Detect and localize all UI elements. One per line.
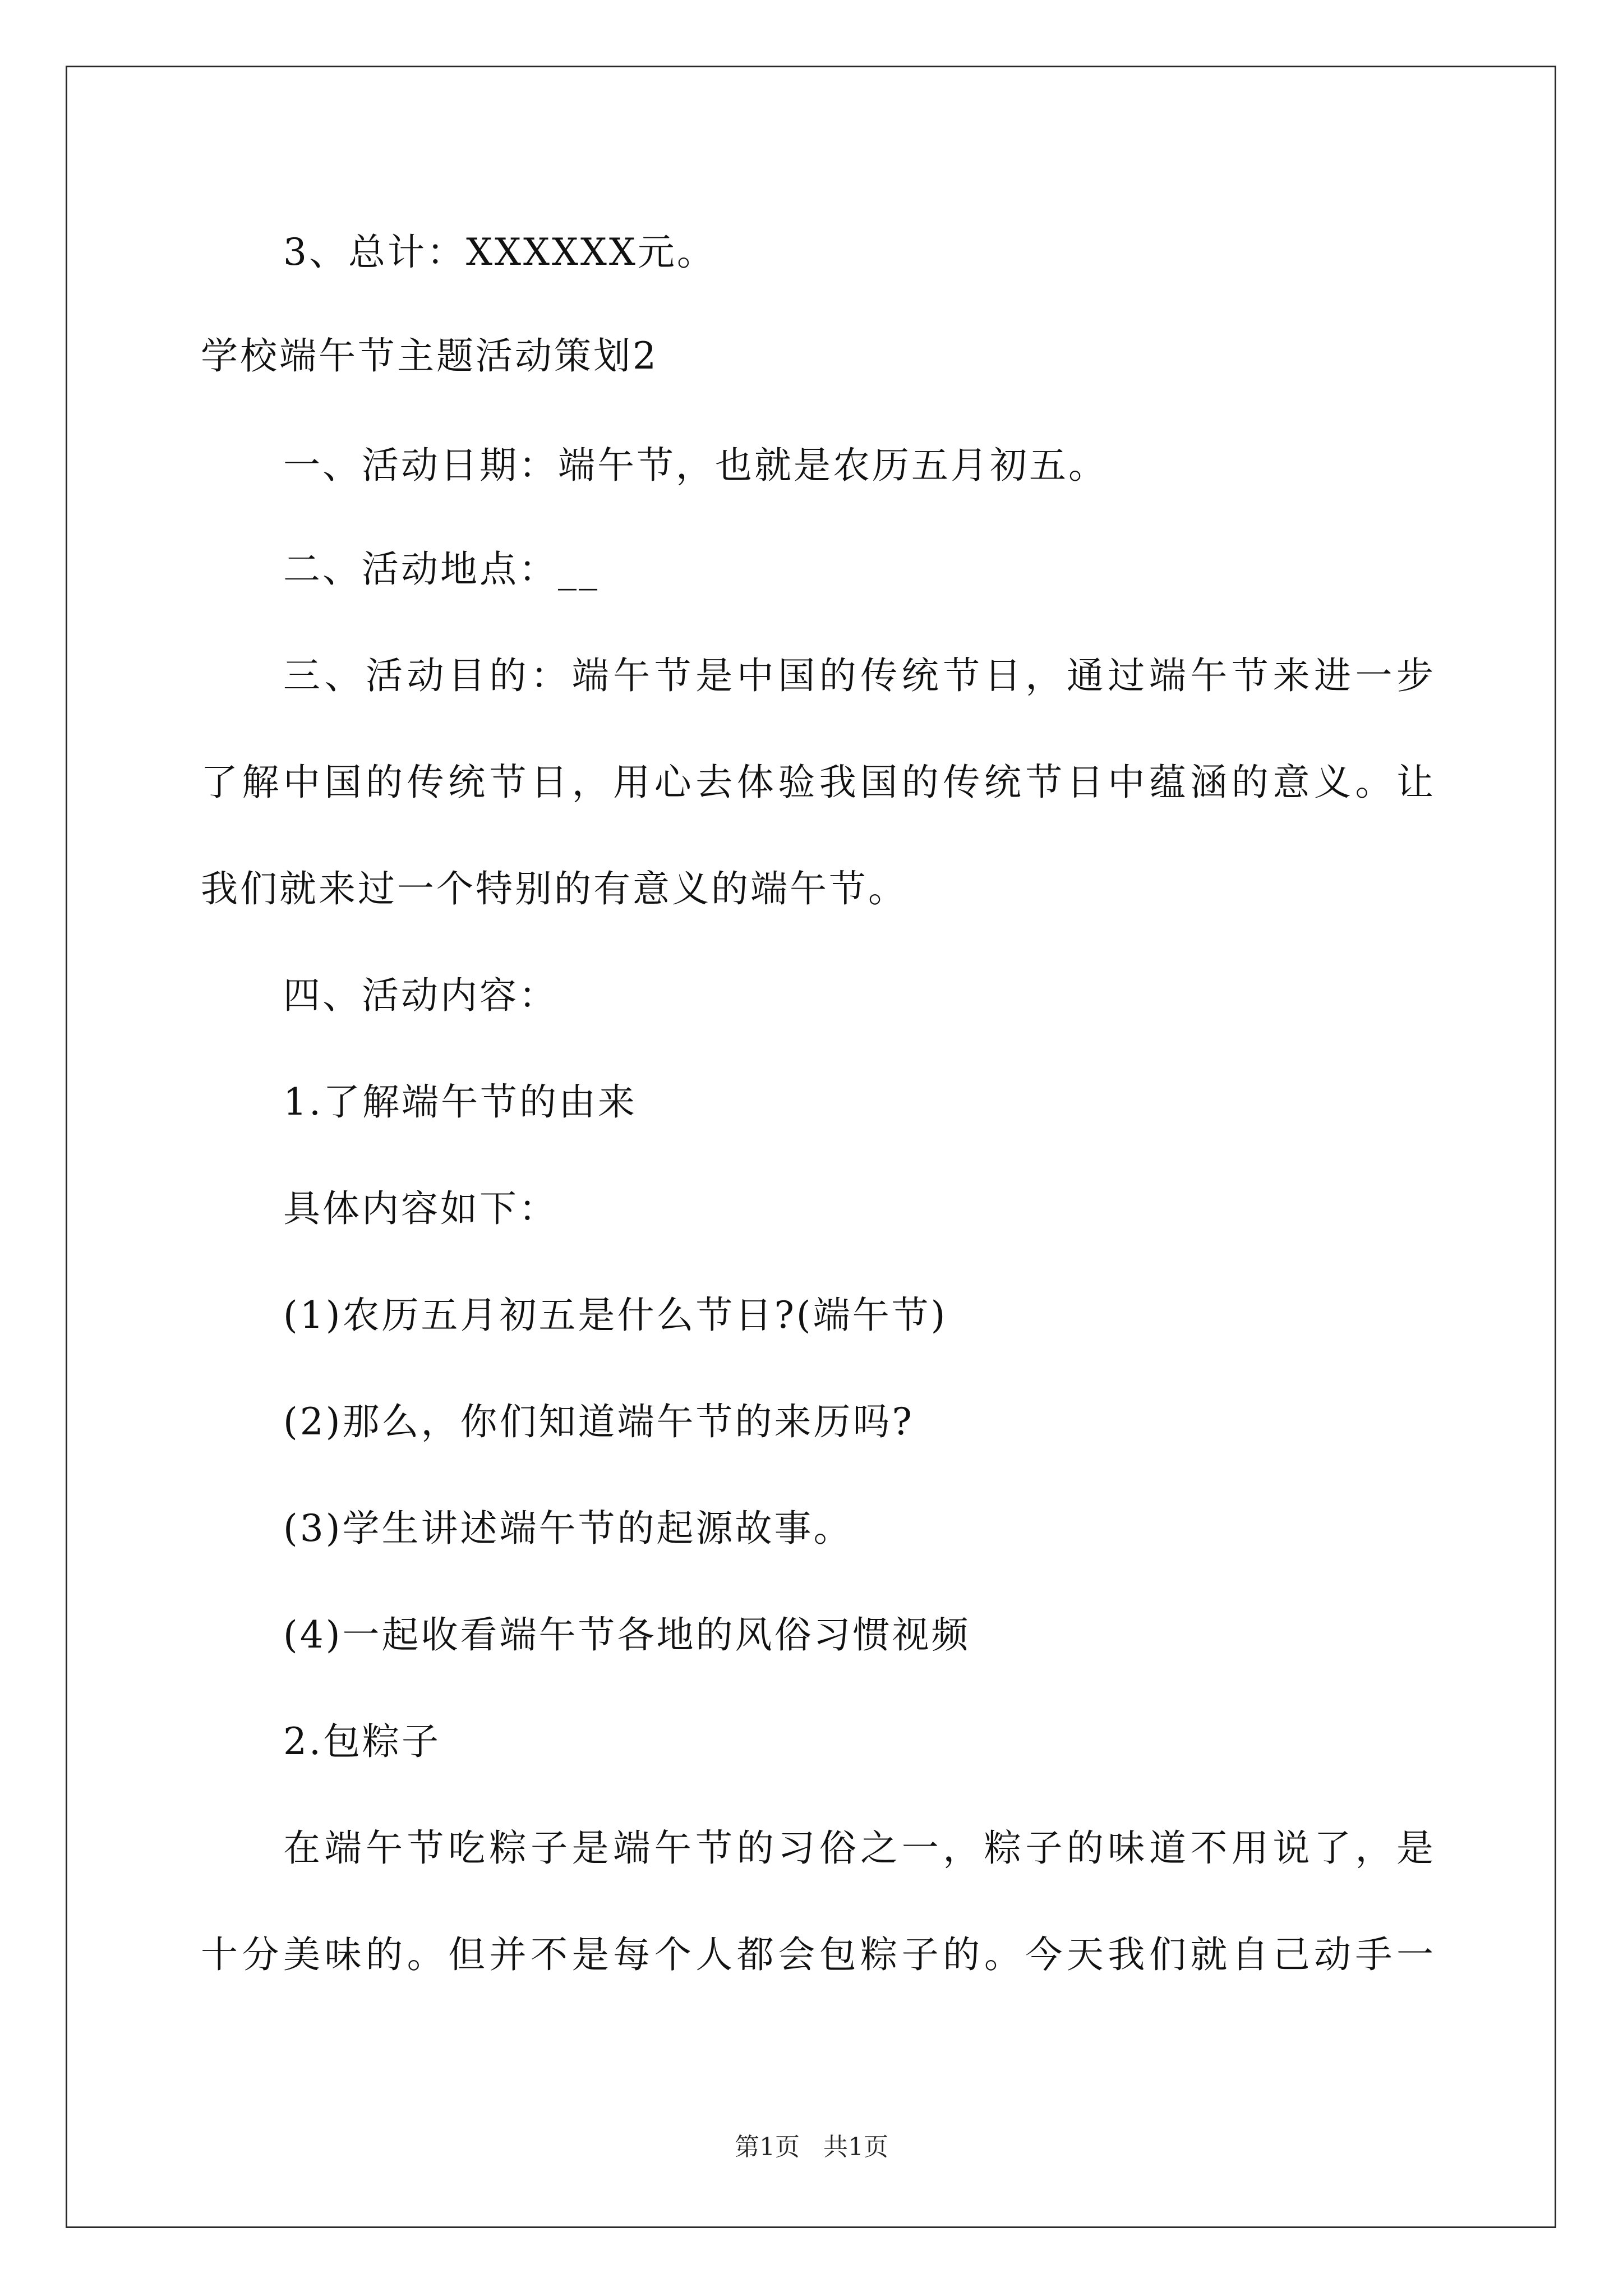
page-footer: 第1页 共1页 (735, 2133, 888, 2161)
question-1: (1)农历五月初五是什么节日?(端午节) (283, 1294, 948, 1337)
activity-purpose-line-1: 三、活动目的：端午节是中国的传统节日，通过端午节来进一步 (283, 654, 1435, 697)
activity-location: 二、活动地点：__ (283, 547, 600, 591)
zongzi-paragraph-line-1: 在端午节吃粽子是端午节的习俗之一，粽子的味道不用说了，是 (283, 1826, 1435, 1870)
details-intro: 具体内容如下： (283, 1187, 558, 1230)
item-2-heading: 2.包粽子 (283, 1720, 441, 1763)
activity-date: 一、活动日期：端午节，也就是农历五月初五。 (283, 444, 1108, 487)
question-4: (4)一起收看端午节各地的风俗习惯视频 (283, 1613, 971, 1657)
activity-content-heading: 四、活动内容： (283, 974, 558, 1017)
zongzi-paragraph-line-2: 十分美味的。但并不是每个人都会包粽子的。今天我们就自己动手一 (201, 1933, 1435, 1976)
total-line: 3、总计：XXXXXX元。 (283, 231, 716, 274)
activity-purpose-line-2: 了解中国的传统节日，用心去体验我国的传统节日中蕴涵的意义。让 (201, 761, 1435, 804)
question-3: (3)学生讲述端午节的起源故事。 (283, 1507, 853, 1550)
question-2: (2)那么，你们知道端午节的来历吗? (283, 1400, 914, 1443)
page-border (66, 66, 1556, 2228)
section-title: 学校端午节主题活动策划2 (201, 334, 658, 378)
activity-purpose-line-3: 我们就来过一个特别的有意义的端午节。 (201, 867, 907, 910)
item-1-heading: 1.了解端午节的由来 (283, 1080, 637, 1124)
